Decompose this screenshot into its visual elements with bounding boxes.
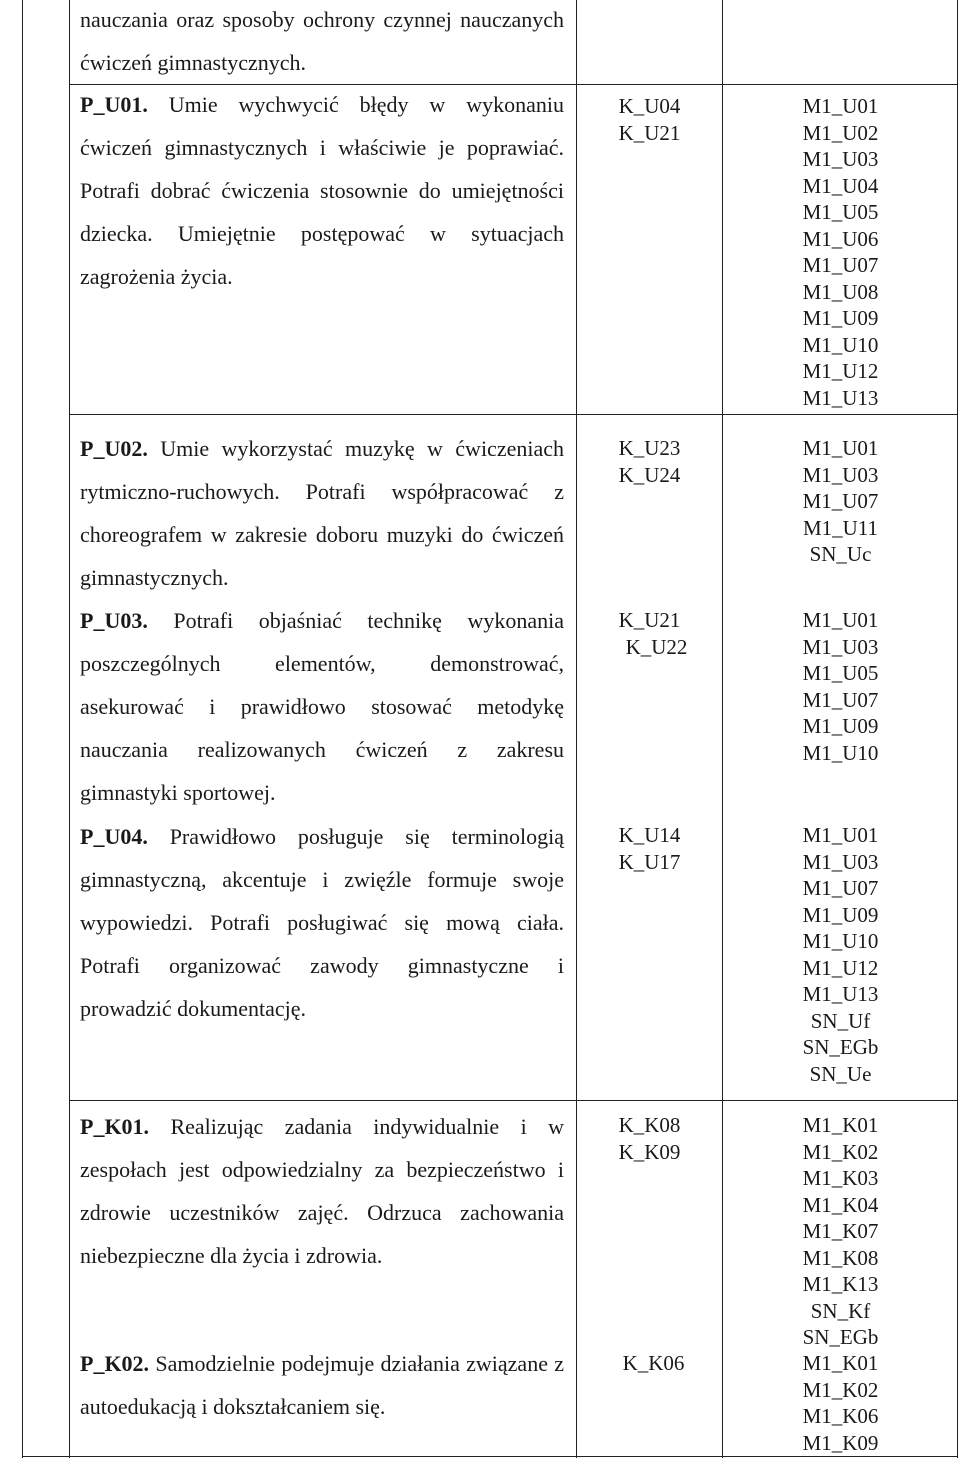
- module-effect: M1_K13: [802, 1272, 879, 1296]
- column-divider-2: [576, 0, 577, 1458]
- module-effect: M1_U09: [802, 306, 879, 330]
- module-effect: M1_U05: [802, 200, 879, 224]
- outcome-text: Umie wykorzystać muzykę w ćwiczeniach rytmiczno-ruchowych. Potrafi współpracować z choreografem w zakresie doboru muzyki do ćwiczeń gimnastycznych.: [80, 436, 564, 590]
- direction-effects-cell: [578, 435, 721, 488]
- learning-outcome-description: [80, 1342, 564, 1428]
- outcome-text: Potrafi objaśniać technikę wykonania poszczególnych elementów, demonstrować, asekurować i prawidłowo stosować metodykę nauczania realizowanych ćwiczeń z zakresu gimnastyki sportowej.: [80, 608, 564, 805]
- learning-outcome-description: [80, 1105, 564, 1277]
- module-effect: M1_U13: [802, 385, 879, 410]
- outcome-text: Samodzielnie podejmuje działania związane z autoedukacją i dokształcaniem się.: [80, 1351, 564, 1419]
- module-effect: M1_K02: [802, 1377, 879, 1402]
- module-effect: M1_U09: [802, 902, 879, 927]
- table-right-border: [957, 0, 958, 1458]
- module-effect: M1_K07: [802, 1219, 879, 1243]
- module-effect: M1_U12: [802, 359, 879, 383]
- outcome-code: P_K02.: [80, 1351, 150, 1376]
- module-effect: M1_K02: [802, 1139, 879, 1164]
- outcome-paragraph: [80, 815, 564, 1030]
- direction-effects-cell: [578, 93, 721, 146]
- module-effect: M1_K04: [802, 1192, 879, 1217]
- module-effect: M1_U13: [802, 982, 879, 1006]
- module-effect: M1_U01: [802, 608, 879, 632]
- module-effect: M1_U10: [802, 740, 879, 765]
- module-effects-cell: [724, 607, 957, 766]
- module-effect: M1_U06: [802, 226, 879, 251]
- module-effect: M1_U09: [802, 714, 879, 738]
- module-effect: M1_K06: [802, 1404, 879, 1428]
- module-effects-cell: [724, 1350, 957, 1456]
- direction-effect: K_U14: [618, 823, 681, 847]
- module-effects-cell: [724, 1112, 957, 1351]
- outcome-code: P_K01.: [80, 1114, 150, 1139]
- module-effect: M1_U10: [802, 332, 879, 357]
- outcome-paragraph: [80, 1342, 564, 1428]
- direction-effects-cell: [578, 1350, 721, 1377]
- row-divider: [69, 414, 958, 415]
- learning-outcome-description: [80, 599, 564, 814]
- module-effect: M1_K08: [802, 1245, 879, 1270]
- direction-effect: K_U17: [618, 849, 681, 874]
- module-effect: M1_U01: [802, 436, 879, 460]
- module-effects-cell: [724, 822, 957, 1087]
- module-effect: SN_Ue: [809, 1061, 872, 1086]
- outcome-paragraph: [80, 0, 564, 84]
- direction-effect: K_U24: [618, 462, 681, 487]
- column-divider-1: [69, 0, 70, 1458]
- module-effect: SN_EGb: [802, 1035, 879, 1059]
- direction-effect: K_U23: [618, 436, 681, 460]
- direction-effect: K_U22: [625, 634, 688, 659]
- module-effect: M1_U03: [802, 634, 879, 659]
- table-bottom-border: [22, 1456, 958, 1457]
- outcome-paragraph: [80, 83, 564, 298]
- outcome-code: P_U04.: [80, 824, 148, 849]
- module-effect: SN_Kf: [810, 1298, 871, 1323]
- direction-effect: K_K08: [618, 1113, 681, 1137]
- module-effect: M1_K09: [802, 1430, 879, 1455]
- module-effect: M1_U11: [802, 515, 879, 540]
- module-effects-cell: [724, 93, 957, 411]
- row-divider: [69, 1100, 958, 1101]
- direction-effect: K_U21: [618, 608, 681, 632]
- module-effect: M1_K03: [802, 1166, 879, 1190]
- module-effect: M1_U04: [802, 173, 879, 198]
- module-effect: M1_U03: [802, 147, 879, 171]
- module-effect: M1_U10: [802, 929, 879, 953]
- module-effect: M1_U03: [802, 462, 879, 487]
- direction-effect: K_U04: [618, 94, 681, 118]
- module-effect: SN_EGb: [802, 1325, 879, 1349]
- module-effect: M1_U01: [802, 94, 879, 118]
- learning-outcome-description: [80, 83, 564, 298]
- module-effect: M1_U02: [802, 120, 879, 145]
- module-effect: M1_U08: [802, 279, 879, 304]
- outcome-paragraph: [80, 1105, 564, 1277]
- module-effect: M1_U07: [802, 876, 879, 900]
- outcome-text: Realizując zadania indywidualnie i w zespołach jest odpowiedzialny za bezpieczeństwo i zdrowie uczestników zajęć. Odrzuca zachowania niebezpieczne dla życia i zdrowia.: [80, 1114, 564, 1268]
- outcome-text: Prawidłowo posługuje się terminologią gimnastyczną, akcentuje i zwięźle formuje swoje wypowiedzi. Potrafi posługiwać się mową ciała. Potrafi organizować zawody gimnastyczne i prowadzić dokumentację.: [80, 824, 564, 1021]
- module-effect: M1_K01: [802, 1351, 879, 1375]
- direction-effects-cell: [578, 607, 721, 660]
- module-effect: M1_U05: [802, 661, 879, 685]
- module-effect: M1_U07: [802, 687, 879, 712]
- direction-effect: K_K09: [618, 1139, 681, 1164]
- direction-effect: K_K06: [622, 1351, 685, 1375]
- direction-effects-cell: [578, 1112, 721, 1165]
- table-left-border: [22, 0, 23, 1458]
- module-effect: SN_Uf: [810, 1008, 871, 1033]
- learning-outcome-description: [80, 815, 564, 1030]
- direction-effects-cell: [578, 822, 721, 875]
- column-divider-3: [722, 0, 723, 1458]
- outcome-code: P_U01.: [80, 92, 148, 117]
- module-effect: SN_Uc: [809, 542, 872, 566]
- learning-outcome-description: [80, 0, 564, 84]
- direction-effect: K_U21: [618, 120, 681, 145]
- outcome-code: P_U02.: [80, 436, 148, 461]
- outcome-code: P_U03.: [80, 608, 148, 633]
- module-effect: M1_U03: [802, 849, 879, 874]
- module-effect: M1_U07: [802, 253, 879, 277]
- learning-outcome-description: [80, 427, 564, 599]
- module-effect: M1_U07: [802, 489, 879, 513]
- module-effect: M1_U12: [802, 955, 879, 980]
- outcome-paragraph: [80, 599, 564, 814]
- outcome-text: nauczania oraz sposoby ochrony czynnej nauczanych ćwiczeń gimnastycznych.: [80, 7, 564, 75]
- outcome-text: Umie wychwycić błędy w wykonaniu ćwiczeń gimnastycznych i właściwie je poprawiać. Potrafi dobrać ćwiczenia stosownie do umiejętności dziecka. Umiejętnie postępować w sytuacjach zagrożenia życia.: [80, 92, 564, 289]
- module-effect: M1_K01: [802, 1113, 879, 1137]
- module-effects-cell: [724, 435, 957, 568]
- outcome-paragraph: [80, 427, 564, 599]
- module-effect: M1_U01: [802, 823, 879, 847]
